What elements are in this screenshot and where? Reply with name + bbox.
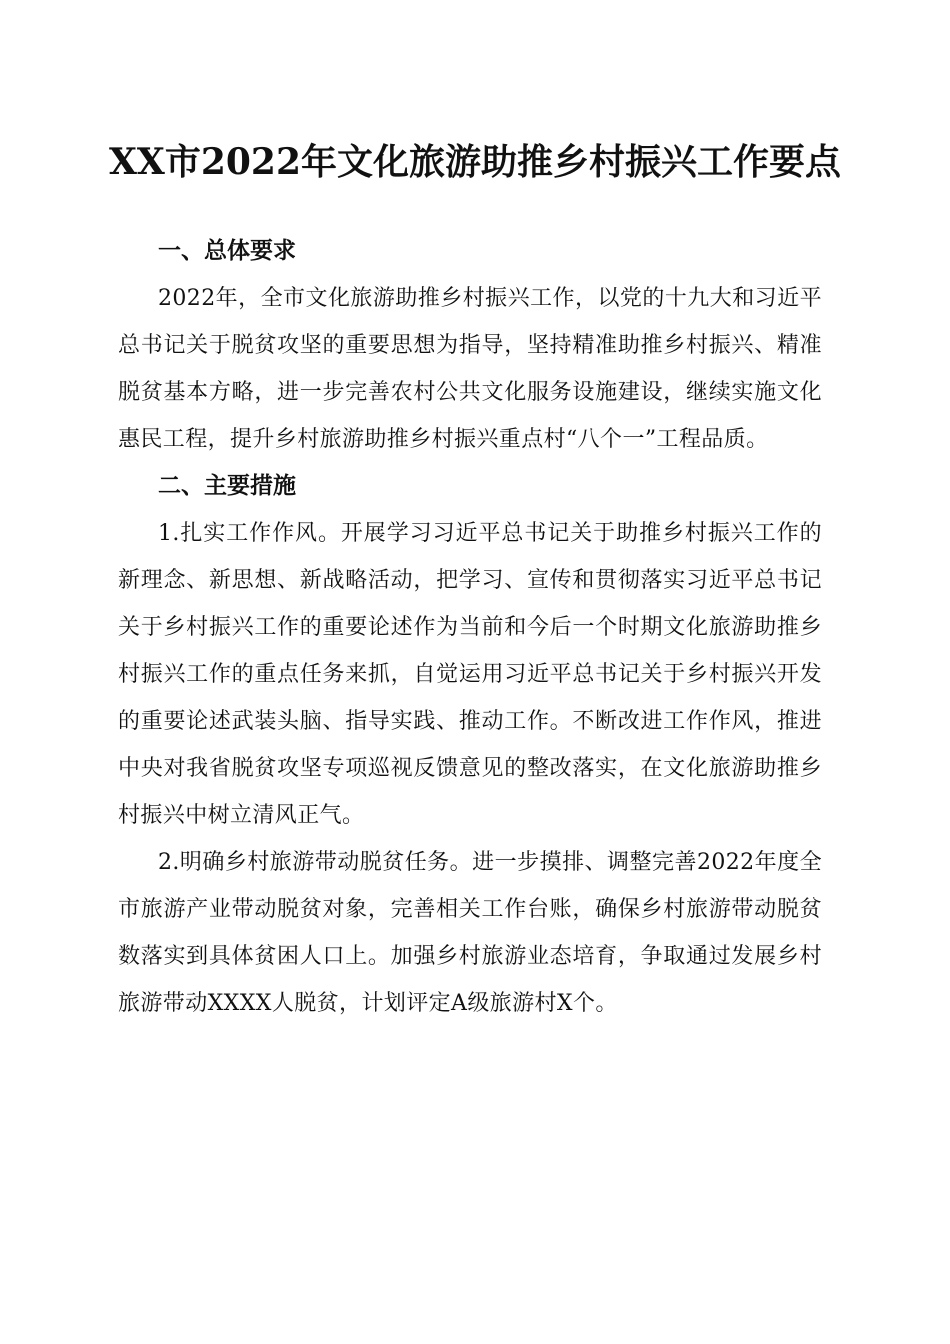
section-heading-general-requirements: 一、总体要求 (158, 238, 296, 264)
document-title: XX市2022年文化旅游助推乡村振兴工作要点 (108, 141, 842, 183)
paragraph-general-requirements: 2022年，全市文化旅游助推乡村振兴工作，以党的十九大和习近平总书记关于脱贫攻坚的重要思想为指导，坚持精准助推乡村振兴、精准脱贫基本方略，进一步完善农村公共文化服务设施建设，继续实施文化惠民工程，提升乡村旅游助推乡村振兴重点村“八个一”工程品质。 (118, 286, 822, 452)
section-heading-main-measures: 二、主要措施 (158, 473, 296, 499)
paragraph-measure-1: 1.扎实工作作风。开展学习习近平总书记关于助推乡村振兴工作的新理念、新思想、新战略活动，把学习、宣传和贯彻落实习近平总书记关于乡村振兴工作的重要论述作为当前和今后一个时期文化旅游助推乡村振兴工作的重点任务来抓，自觉运用习近平总书记关于乡村振兴开发的重要论述武装头脑、指导实践、推动工作。不断改进工作作风，推进中央对我省脱贫攻坚专项巡视反馈意见的整改落实，在文化旅游助推乡村振兴中树立清风正气。 (118, 521, 822, 828)
paragraph-measure-2: 2.明确乡村旅游带动脱贫任务。进一步摸排、调整完善2022年度全市旅游产业带动脱贫对象，完善相关工作台账，确保乡村旅游带动脱贫数落实到具体贫困人口上。加强乡村旅游业态培育，争取通过发展乡村旅游带动XXXX人脱贫，计划评定A级旅游村X个。 (118, 850, 822, 1016)
document-body (118, 228, 822, 1027)
